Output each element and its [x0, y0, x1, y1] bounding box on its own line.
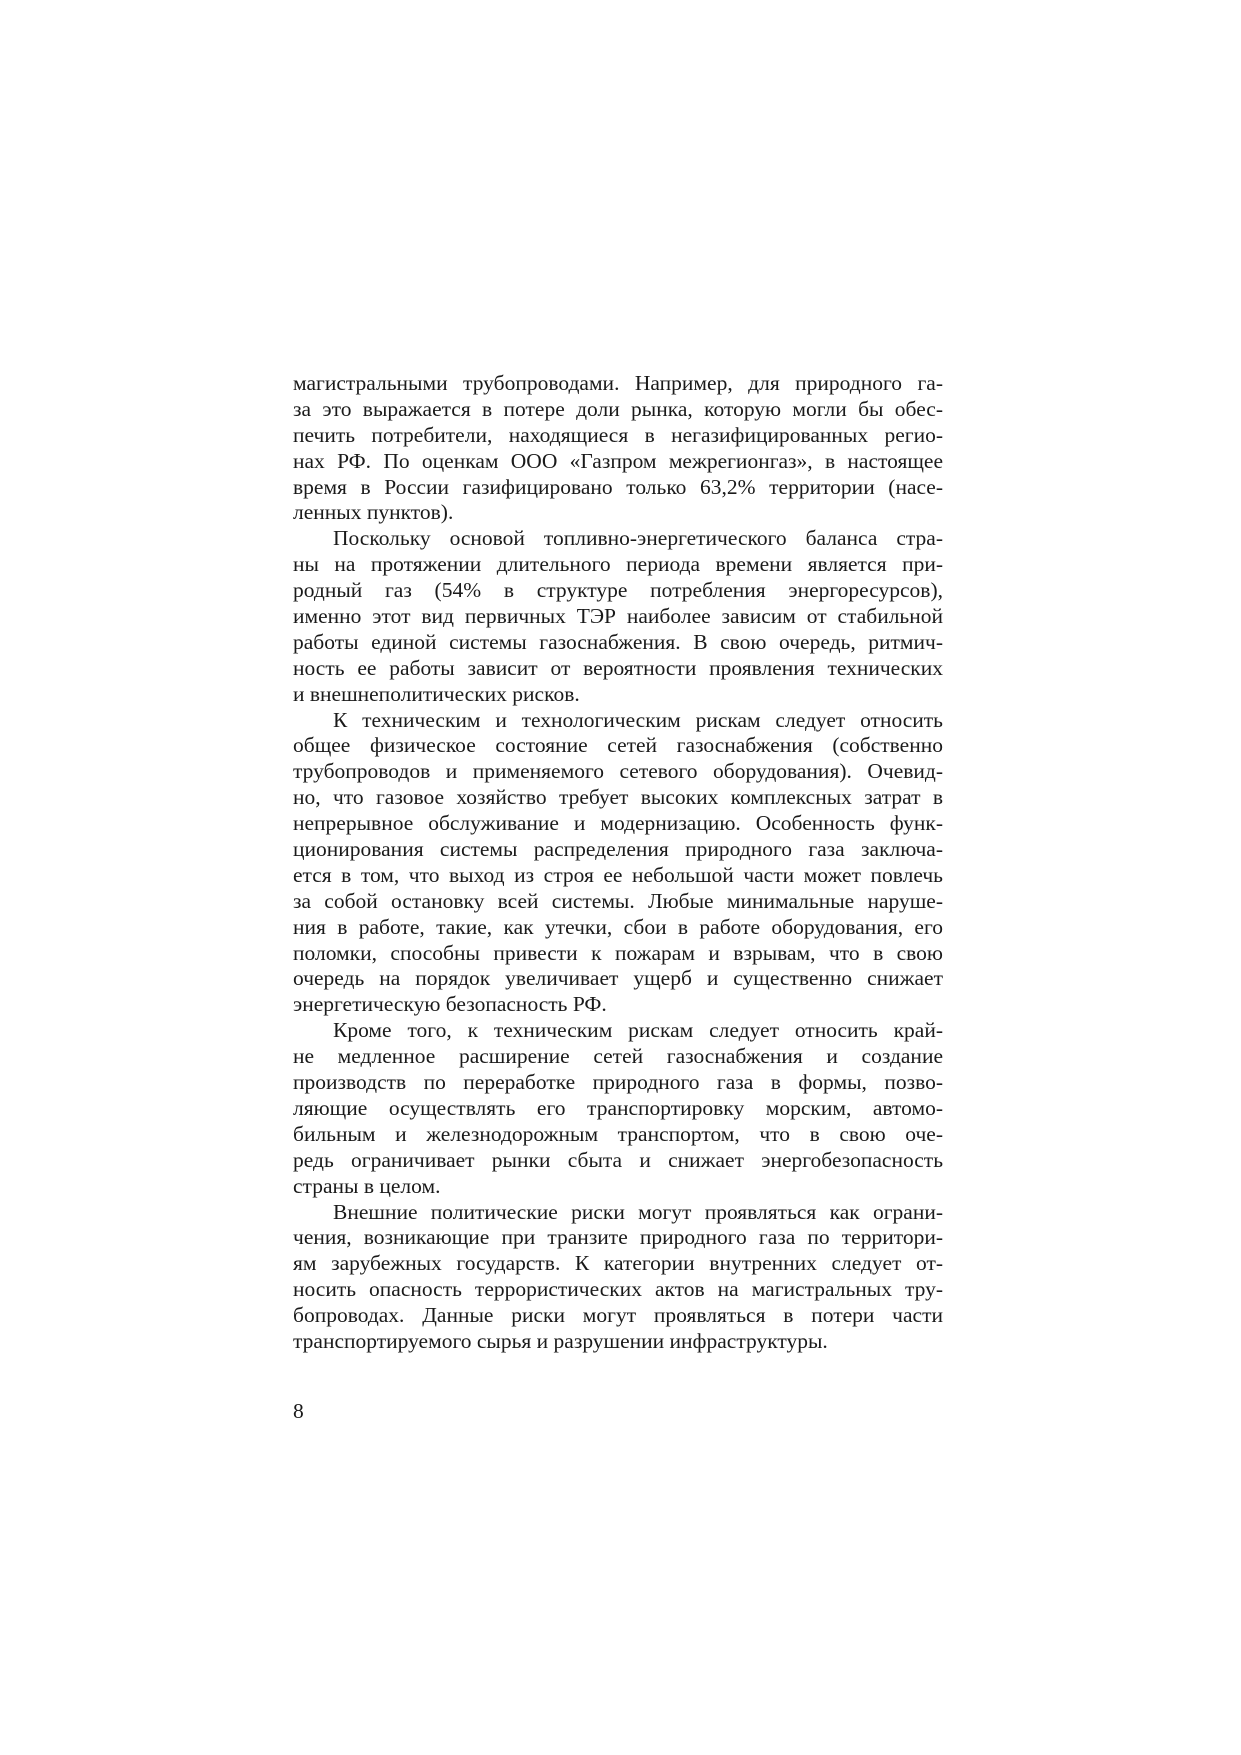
- text-line: работы единой системы газоснабжения. В свою очередь, ритмич-: [293, 629, 943, 654]
- text-line: страны в целом.: [293, 1173, 441, 1198]
- text-line: Кроме того, к техническим рискам следует относить край-: [333, 1018, 943, 1043]
- text-line: общее физическое состояние сетей газоснабжения (собственно: [293, 733, 943, 758]
- text-line: транспортируемого сырья и разрушении инфраструктуры.: [293, 1328, 828, 1353]
- text-line: поломки, способны привести к пожарам и взрывам, что в свою: [293, 940, 943, 965]
- page-number: 8: [293, 1399, 304, 1423]
- text-line: ционирования системы распределения природного газа заключа-: [293, 837, 943, 862]
- text-line: и внешнеполитических рисков.: [293, 681, 580, 706]
- text-line: печить потребители, находящиеся в негазифицированных регио-: [293, 422, 943, 447]
- text-line: трубопроводов и применяемого сетевого оборудования). Очевид-: [293, 759, 943, 784]
- text-line: Поскольку основой топливно-энергетического баланса стра-: [333, 526, 943, 551]
- text-line: ям зарубежных государств. К категории внутренних следует от-: [293, 1251, 943, 1276]
- text-line: ляющие осуществлять его транспортировку морским, автомо-: [293, 1095, 943, 1120]
- text-line: ность ее работы зависит от вероятности проявления технических: [293, 655, 943, 680]
- text-line: бильным и железнодорожным транспортом, что в свою оче-: [293, 1121, 943, 1146]
- text-line: производств по переработке природного газа в формы, позво-: [293, 1070, 943, 1095]
- text-line: непрерывное обслуживание и модернизацию. Особенность функ-: [293, 811, 943, 836]
- text-line: редь ограничивает рынки сбыта и снижает энергобезопасность: [293, 1147, 943, 1172]
- text-line: не медленное расширение сетей газоснабжения и создание: [293, 1044, 943, 1069]
- text-line: энергетическую безопасность РФ.: [293, 992, 607, 1017]
- text-line: за собой остановку всей системы. Любые минимальные наруше-: [293, 888, 943, 913]
- text-line: время в России газифицировано только 63,2% территории (насе-: [293, 474, 943, 499]
- text-line: очередь на порядок увеличивает ущерб и существенно снижает: [293, 966, 943, 991]
- text-line: бопроводах. Данные риски могут проявляться в потери части: [293, 1303, 943, 1328]
- body-text: [293, 371, 943, 1355]
- text-line: родный газ (54% в структуре потребления энергоресурсов),: [293, 578, 943, 603]
- text-line: именно этот вид первичных ТЭР наиболее зависим от стабильной: [293, 604, 943, 629]
- text-line: магистральными трубопроводами. Например, для природного га-: [293, 371, 943, 395]
- text-line: но, что газовое хозяйство требует высоких комплексных затрат в: [293, 785, 943, 810]
- text-line: К техническим и технологическим рискам следует относить: [333, 707, 943, 732]
- text-line: чения, возникающие при транзите природного газа по территори-: [293, 1225, 943, 1250]
- text-line: Внешние политические риски могут проявляться как ограни-: [333, 1199, 943, 1224]
- text-line: ленных пунктов).: [293, 500, 454, 525]
- text-line: нах РФ. По оценкам ООО «Газпром межрегионгаз», в настоящее: [293, 448, 943, 473]
- text-line: ны на протяжении длительного периода времени является при-: [293, 552, 943, 577]
- text-line: ется в том, что выход из строя ее небольшой части может повлечь: [293, 862, 943, 887]
- text-line: носить опасность террористических актов на магистральных тру-: [293, 1277, 943, 1302]
- text-line: за это выражается в потере доли рынка, которую могли бы обес-: [293, 396, 943, 421]
- text-line: ния в работе, такие, как утечки, сбои в работе оборудования, его: [293, 914, 943, 939]
